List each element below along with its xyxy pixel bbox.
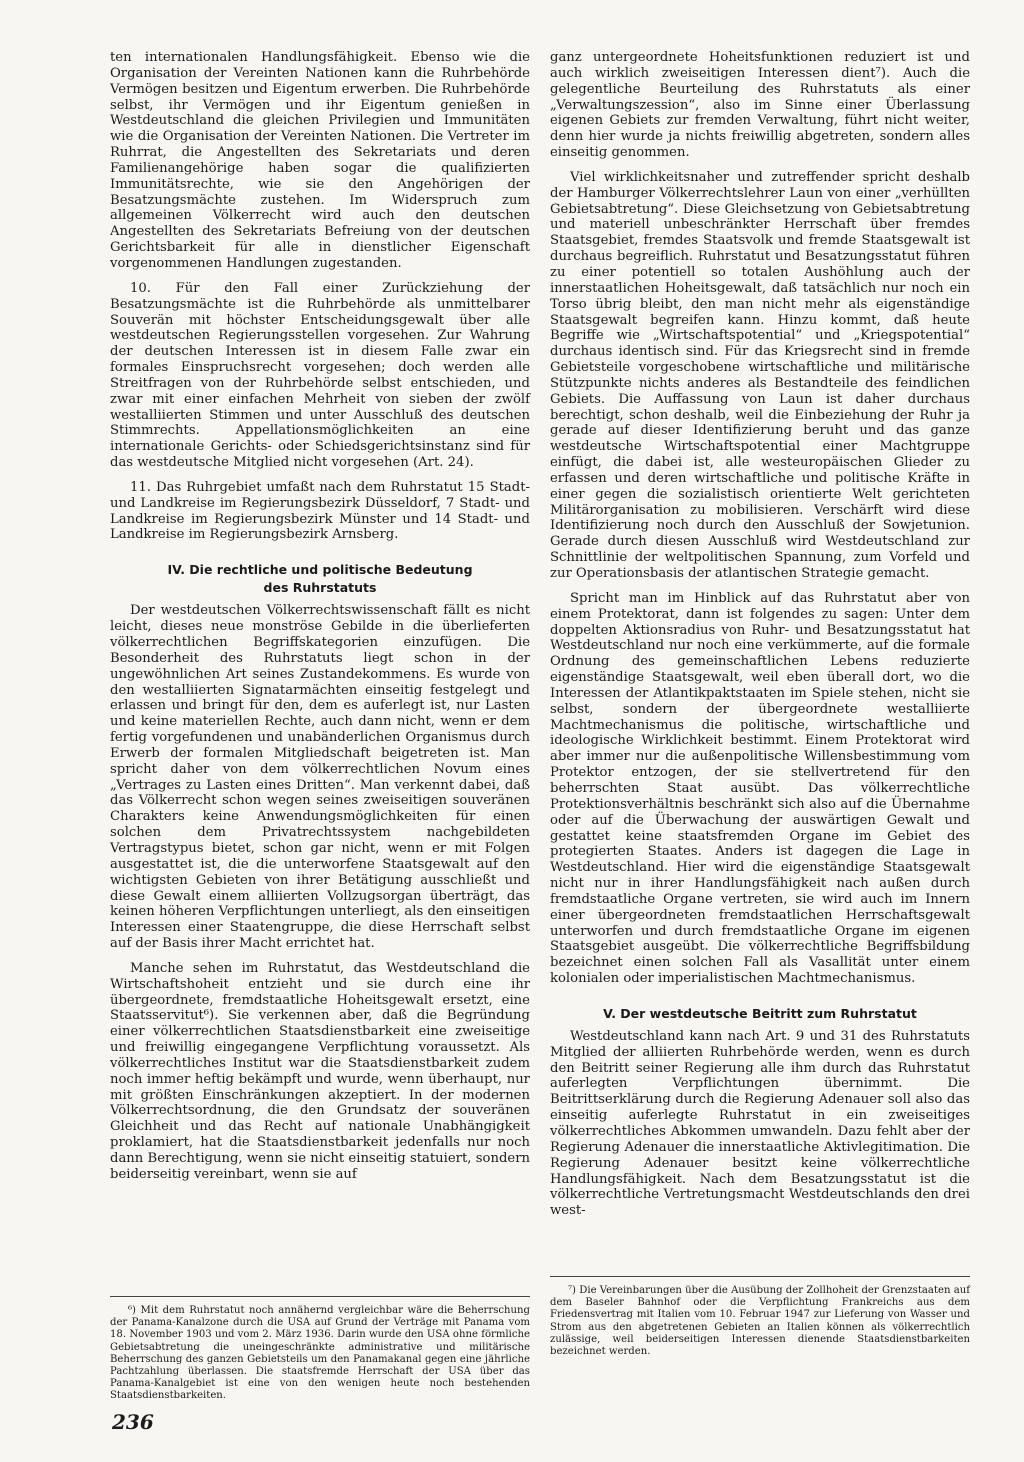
right-column <box>550 50 970 1228</box>
footnote-left <box>110 1296 530 1403</box>
left-column <box>110 50 530 1192</box>
footnote-6: ⁶) Mit dem Ruhrstatut noch annähernd vergleichbar wäre die Beherrschung der Panama-Kanalzone durch die USA auf Grund der Verträge mit Panama vom 18. November 1903 und vom 2. März 1936. Darin wurde den USA ohne förmliche Gebietsabtretung die uneingeschränkte administrative und militärische Beherrschung des ganzen Gebietsteils um den Panamakanal gegen eine jährliche Pachtzahlung überlassen. Die staatsfremde Herrschaft der USA über das Panama-Kanalgebiet ist eine von den wenigen heute noch bestehenden Staatsdienstbarkeiten. <box>110 1305 530 1402</box>
right-paragraph-2: Viel wirklichkeitsnaher und zutreffender spricht deshalb der Hamburger Völkerrechtslehrer Laun von einer „verhüllten Gebietsabtretung“. Diese Gleichsetzung von Gebietsabtretung und materiell unbeschränkter Herrschaft über fremdes Staatsgebiet, fremdes Staatsvolk und fremde Staatsgewalt ist durchaus begreiflich. Ruhrstatut und Besatzungsstatut führen zu einer potentiell so totalen Aushöhlung auch der innerstaatlichen Hoheitsgewalt, daß tatsächlich nur noch ein Torso übrig bleibt, den man nicht mehr als eigenständige Staatsgewalt begreifen kann. Hinzu kommt, daß heute Begriffe wie „Wirtschaftspotential“ und „Kriegspotential“ durchaus identisch sind. Für das Kriegsrecht sind in fremde Gebietsteile vorgeschobene wirtschaftliche und militärische Stützpunkte nichts anderes als Bestandteile des feindlichen Gebiets. Die Auffassung von Laun ist daher durchaus berechtigt, schon deshalb, weil die Einbeziehung der Ruhr ja gerade auf dieser Identifizierung beruht und das ganze westdeutsche Wirtschaftspotential einer Machtgruppe einfügt, die dabei ist, alle westeuropäischen Glieder zu erfassen und deren wirtschaftliche und politische Kräfte in einer gegen die sozialistisch orientierte Welt gerichteten Militärorganisation zu mobilisieren. Verschärft wird diese Identifizierung noch durch den Ausschluß der Sowjetunion. Gerade durch diesen Ausschluß wird Westdeutschland zur Schnittlinie der weltpolitischen Spannung, zum Vorfeld und zur Operationsbasis der atlantischen Strategie gemacht. <box>550 169 970 581</box>
right-paragraph-4: Westdeutschland kann nach Art. 9 und 31 des Ruhrstatuts Mitglied der alliierten Ruhrbehörde werden, wenn es durch den Beitritt seiner Regierung alle ihm durch das Ruhrstatut auferlegten Verpflichtungen übernimmt. Die Beitrittserklärung durch die Regierung Adenauer soll also das einseitig auferlegte Ruhrstatut in ein zweiseitiges völkerrechtliches Abkommen umwandeln. Dazu fehlt aber der Regierung Adenauer die innerstaatliche Aktivlegitimation. Die Regierung Adenauer besitzt keine völkerrechtliche Handlungsfähigkeit. Nach dem Besatzungsstatut ist die völkerrechtliche Vertretungsmacht Westdeutschlands den drei west- <box>550 1028 970 1219</box>
left-paragraph-item-11: 11. Das Ruhrgebiet umfaßt nach dem Ruhrstatut 15 Stadt- und Landkreise im Regierungsbezirk Düsseldorf, 7 Stadt- und Landkreise im Regierungsbezirk Münster und 14 Stadt- und Landkreise im Regierungsbezirk Arnsberg. <box>110 479 530 543</box>
section-heading-v: V. Der westdeutsche Beitritt zum Ruhrstatut <box>603 1005 917 1021</box>
page-number: 236 <box>112 1410 154 1434</box>
footnote-right <box>550 1276 970 1358</box>
section-heading-iv-line-1: IV. Die rechtliche und politische Bedeutung <box>167 562 473 578</box>
left-paragraph-5: Manche sehen im Ruhrstatut, das Westdeutschland die Wirtschaftshoheit entzieht und sie durch eine ihr übergeordnete, fremdstaatliche Hoheitsgewalt ersetzt, eine Staatsservitut⁶). Sie verkennen aber, daß die Begründung einer völkerrechtlichen Staatsdienstbarkeit eine zweiseitige und freiwillig eingegangene Verpflichtung voraussetzt. Als völkerrechtliches Institut war die Staatsdienstbarkeit zudem noch immer heftig bekämpft und wurde, wenn überhaupt, nur mit größten Einschränkungen akzeptiert. In der modernen Völkerrechtsordnung, die den Grundsatz der souveränen Gleichheit und das Recht auf nationale Unabhängigkeit proklamiert, hat die Staatsdienstbarkeit jedenfalls nur noch dann Berechtigung, wenn sie nicht einseitig statuiert, sondern beiderseitig vereinbart, wenn sie auf <box>110 960 530 1182</box>
left-paragraph-item-10: 10. Für den Fall einer Zurückziehung der Besatzungsmächte ist die Ruhrbehörde als unmittelbarer Souverän mit höchster Entscheidungsgewalt über alle westdeutschen Regierungsstellen vorgesehen. Zur Wahrung der deutschen Interessen ist in diesem Falle zwar ein formales Einspruchsrecht vorgesehen; doch werden alle Streitfragen von der Ruhrbehörde selbst entschieden, und zwar mit einer einfachen Mehrheit von sieben der zwölf westalliierten Stimmen und unter Ausschluß des deutschen Stimmrechts. Appellationsmöglichkeiten an eine internationale Gerichts- oder Schiedsgerichtsinstanz sind für das westdeutsche Mitglied nicht vorgesehen (Art. 24). <box>110 280 530 471</box>
section-heading-iv-line-2: des Ruhrstatuts <box>263 580 377 596</box>
right-paragraph-1: ganz untergeordnete Hoheitsfunktionen reduziert ist und auch wirklich zweiseitigen Interessen dient⁷). Auch die gelegentliche Beurteilung des Ruhrstatuts als einer „Verwaltungszession“, also im Sinne einer Überlassung eigenen Gebiets zur fremden Verwaltung, führt nicht weiter, denn hier wurde ja nichts freiwillig abgetreten, sondern alles einseitig genommen. <box>550 50 970 161</box>
footnote-7: ⁷) Die Vereinbarungen über die Ausübung der Zollhoheit der Grenzstaaten auf dem Baseler Bahnhof oder die Verpflichtung Frankreichs aus dem Friedensvertrag mit Italien vom 10. Februar 1947 zur Lieferung von Wasser und Strom aus den abgetretenen Gebieten an Italien können als völkerrechtlich zulässige, weil beiderseitigen Interessen dienende Staatsdienstbarkeiten bezeichnet werden. <box>550 1285 970 1358</box>
left-paragraph-4: Der westdeutschen Völkerrechtswissenschaft fällt es nicht leicht, dieses neue monströse Gebilde in die überlieferten völkerrechtlichen Begriffskategorien einzufügen. Die Besonderheit des Ruhrstatuts liegt schon in der ungewöhnlichen Art seines Zustandekommens. Es wurde von den westalliierten Signatarmächten einseitig festgelegt und erlassen und bringt für den, dem es auferlegt ist, nur Lasten und keine materiellen Rechte, auch dann nicht, wenn er dem fertig vorgefundenen und unabänderlichen Organismus durch Erwerb der formalen Mitgliedschaft beigetreten ist. Man spricht daher von dem völkerrechtlichen Novum eines „Vertrages zu Lasten eines Dritten“. Man verkennt dabei, daß das Völkerrecht schon wegen seines zweiseitigen souveränen Charakters keine Anwendungsmöglichkeiten für einen solchen dem Privatrechtssystem nachgebildeten Vertragstypus bietet, schon gar nicht, wenn er mit Folgen ausgestattet ist, die die unterworfene Staatsgewalt auf den wichtigsten Gebieten von ihrer Betätigung ausschließt und diese Gewalt einem alliierten Vollzugsorgan überträgt, das keinen höheren Verpflichtungen unterliegt, als den einseitigen Interessen einer Staatengruppe, die diese Herrschaft selbst auf der Basis ihrer Macht errichtet hat. <box>110 603 530 952</box>
left-paragraph-1: ten internationalen Handlungsfähigkeit. Ebenso wie die Organisation der Vereinten Nationen kann die Ruhrbehörde Vermögen besitzen und Eigentum erwerben. Die Ruhrbehörde selbst, ihr Vermögen und ihr Eigentum genießen in Westdeutschland die gleichen Privilegien und Immunitäten wie die Organisation der Vereinten Nationen. Die Vertreter im Ruhrrat, die Angestellten des Sekretariats und deren Familienangehörige haben sogar die qualifizierten Immunitätsrechte, wie sie den Angehörigen der Besatzungsmächte zustehen. Im Widerspruch zum allgemeinen Völkerrecht wird auch den deutschen Angestellten des Sekretariats Befreiung von der deutschen Gerichtsbarkeit für alle in dienstlicher Eigenschaft vorgenommenen Handlungen zugestanden. <box>110 50 530 271</box>
section-heading-iv <box>110 561 530 597</box>
right-paragraph-3: Spricht man im Hinblick auf das Ruhrstatut aber von einem Protektorat, dann ist folgendes zu sagen: Unter dem doppelten Aktionsradius von Ruhr- und Besatzungsstatut hat Westdeutschland nur noch eine verkümmerte, auf die formale Ordnung des gemeinschaftlichen Lebens reduzierte eigenständige Staatsgewalt, weil eben überall dort, wo die Interessen der Atlantikpaktstaaten im Spiele stehen, nicht sie selbst, sondern der übergeordnete westalliierte Machtmechanismus die politische, wirtschaftliche und ideologische Wirklichkeit bestimmt. Einem Protektorat wird aber immer nur die außenpolitische Willensbestimmung vom Protektor entzogen, der sie stellvertretend für den beherrschten Staat ausübt. Das völkerrechtliche Protektionsverhältnis beschränkt sich also auf die Übernahme oder auf die Überwachung der auswärtigen Gewalt und gestattet keine staatsfremden Organe im Gebiet des protegierten Staates. Anders ist dagegen die Lage in Westdeutschland. Hier wird die eigenständige Staatsgewalt nicht nur in ihrer Handlungsfähigkeit nach außen durch fremdstaatliche Organe vertreten, sie wird auch im Innern einer übergeordneten fremdstaatlichen Herrschaftsgewalt unterworfen und durch fremdstaatliche Organe im eigenen Staatsgebiet ausgeübt. Die völkerrechtliche Begriffsbildung bezeichnet einen solchen Fall als Vasallität unter einem kolonialen oder imperialistischen Machtmechanismus. <box>550 590 970 987</box>
